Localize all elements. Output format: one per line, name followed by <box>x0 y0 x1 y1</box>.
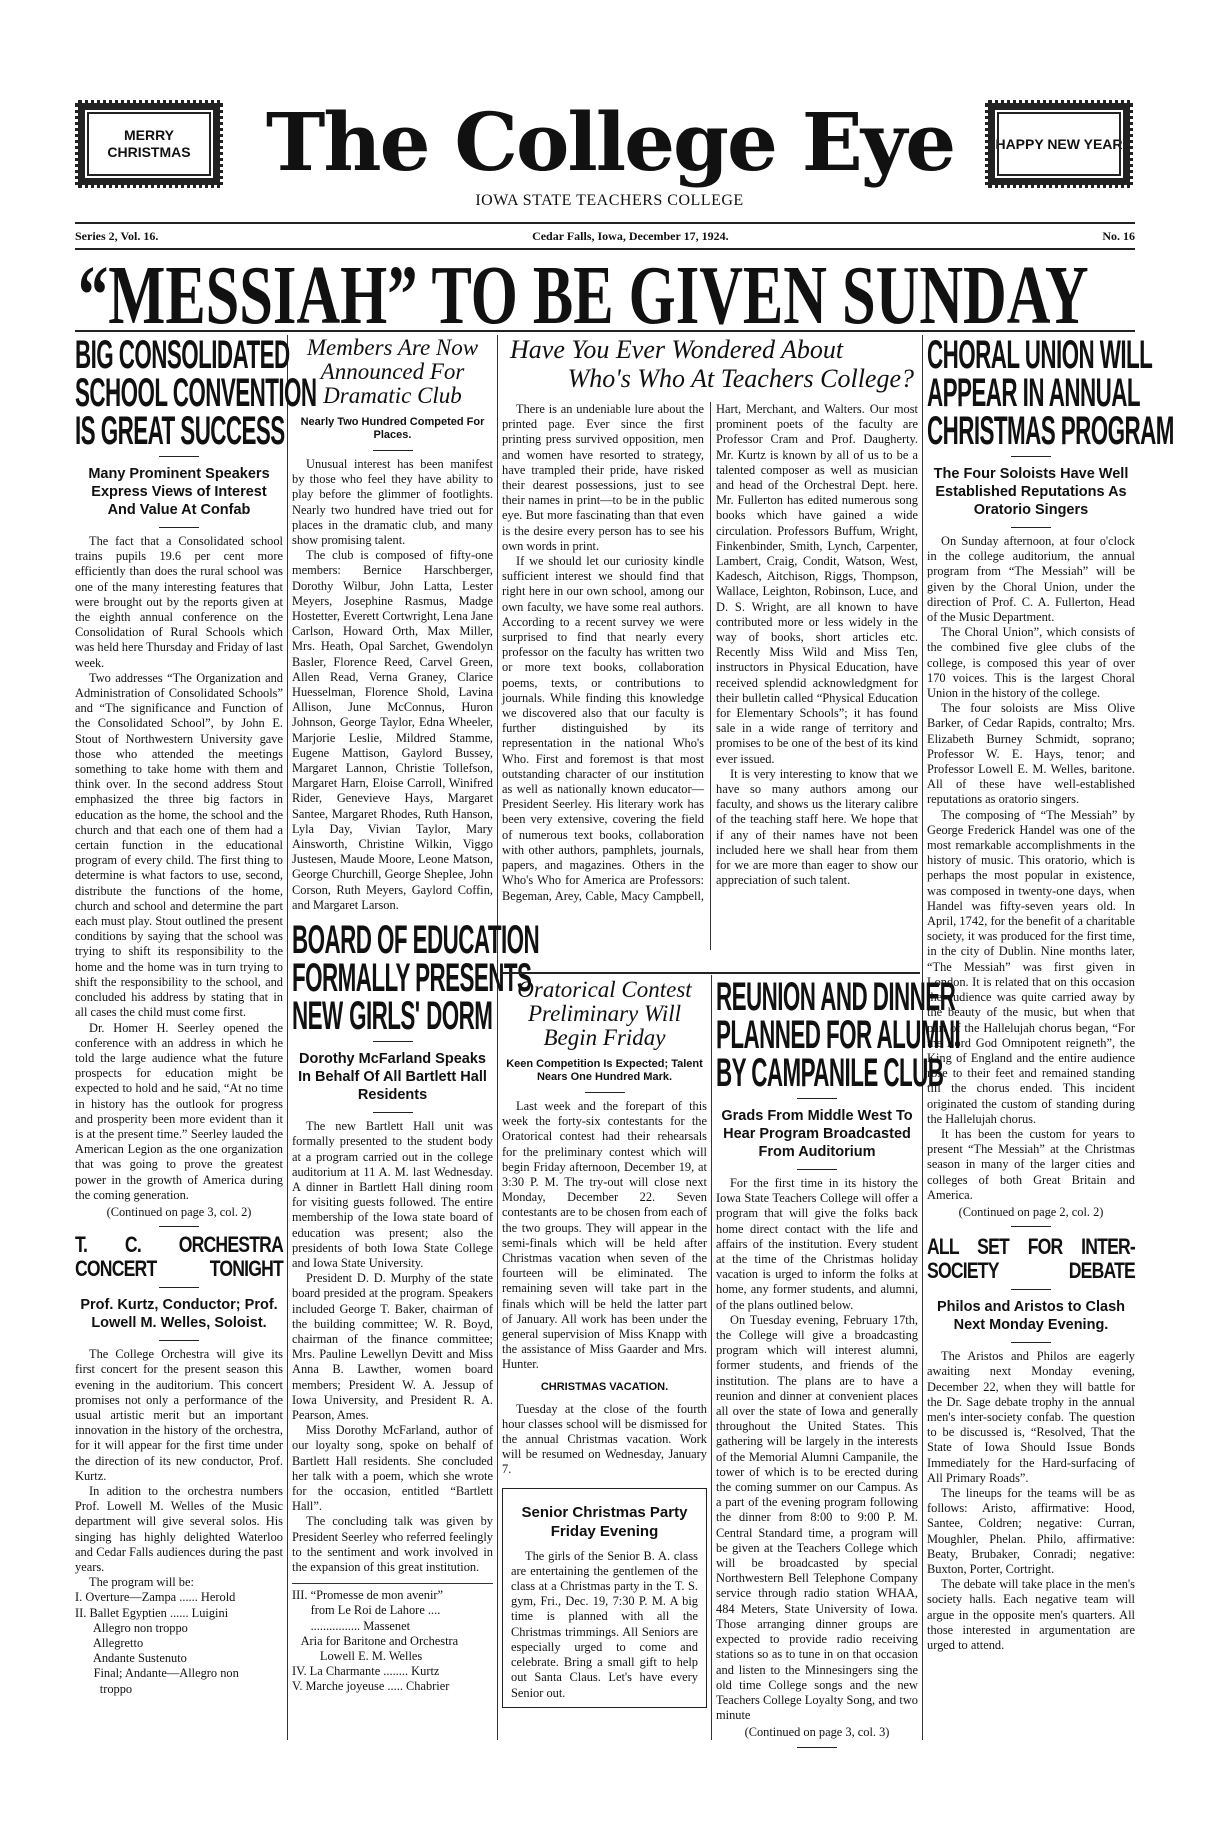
paragraph: The girls of the Senior B. A. class are entertaining the gentlemen of the class at a Christmas party in the T. S. gym, Fri., Dec. 19, 7:30 P. M. A big time is planned with all the Christmas trimmings. All Seniors are especially urged to come and celebrate. Bring a small gift to help out Santa Claus. Let's have every Senior out. <box>511 1548 698 1700</box>
divider <box>292 1583 493 1584</box>
program-item: troppo <box>75 1681 133 1696</box>
subheadline: Philos and Aristos to Clash Next Monday Evening. <box>937 1299 1125 1334</box>
subheadline: Many Prominent Speakers Express Views of Interest And Value At Confab <box>88 466 270 518</box>
headline-line: SCHOOL CONVENTION <box>75 371 317 415</box>
subheadline: Keen Competition Is Expected; Talent Nears One Hundred Mark. <box>506 1058 703 1083</box>
headline-line: NEW GIRLS' DORM <box>292 994 493 1039</box>
paragraph: The Aristos and Philos are eagerly awaiting next Monday evening, December 22, when they will battle for the Dr. Sage debate trophy in the annual men's inter-society confab. The question to be discussed is, “Resolved, That the State of Iowa Should Issue Bonds Immediately for the Hard-surfacing of All Primary Roads”. <box>927 1349 1135 1485</box>
headline-line: CONCERT TONIGHT <box>75 1256 283 1282</box>
headline-line: CHORAL UNION WILL <box>927 333 1153 377</box>
headline: CHRISTMAS VACATION. <box>540 1380 669 1393</box>
divider <box>75 222 1135 224</box>
subheadline: Nearly Two Hundred Competed For Places. <box>300 416 485 441</box>
headline: Oratorical Contest Preliminary Will Begin Friday <box>517 977 692 1050</box>
divider <box>1011 1289 1051 1290</box>
issue-number: No. 16 <box>1102 229 1135 243</box>
paragraph: The College Orchestra will give its first concert for the present season this evening in the auditorium. This concert promises not only a performance of the usual artistic merit but an important innovation in the history of the orchestra, for it will appear for the first time under the direction of its new conductor, Prof. Kurtz. <box>75 1347 283 1483</box>
program-list <box>292 1588 493 1694</box>
divider <box>1011 456 1051 457</box>
article-oratorical <box>502 978 707 1373</box>
paragraph: If we should let our curiosity kindle sufficient interest we should find that right here in our own school, among our own faculty, we have some real authors. According to a recent survey we were surprised to find that nearly every professor on the faculty has written two or more text books, collaboration poems, texts, or contributions to journals. While finding this knowledge we discovered also that our faculty is further distinguished by its representation in the national Who's Who. First and foremost is that most outstanding character of our institution as well as nationally known educator—President Seerley. His literary work has been very extensive, covering the field of numerous text books, collaboration with other authors, pamphlets, journals, papers, and magazines. Others in the Who's Who for America are Professors: Begeman, Arey, Cable, Macy Campbell, Hart, Merchant, and Walters. Our most prominent poets of the faculty are Professor Cram and Prof. Daugherty. Mr. Kurtz is known by all of us to be a talented composer as well as musician and head of the Orchestral Dept. here. Mr. Fullerton has edited numerous song books which have gained a wide circulation. Professors Buffum, Wright, Finkenbinder, Smith, Lynch, Carpenter, Lambert, Craig, Condit, Watson, West, Kadesch, Aitchison, Riggs, Thompson, Wallace, Leighton, Robinson, Luce, and D. S. Wright, are all known to have contributed more or less widely in the way of books, short articles etc. Recently Miss Wild and Miss Ten, instructors in Physical Education, have received splendid acknowledgment for their bulletin called “Physical Education for Elementary Schools”; it has found sale in a wide range of territory and promises to be one of the best of its kind ever issued. <box>502 402 918 903</box>
headline: Senior Christmas Party Friday Evening <box>521 1503 688 1540</box>
headline-line-2: Who's Who At Teachers College? <box>567 364 914 393</box>
orchestra-program-continued <box>292 1588 493 1694</box>
column-3 <box>502 978 707 1708</box>
headline <box>927 1235 1135 1283</box>
paragraph: The fact that a Consolidated school trains pupils 19.6 per cent more efficiently than does the rural school was one of the many interesting features that were brought out by the reports given at the eighth annual conference on the Consolidation of Rural Schools which was held here Thursday and Friday of last week. <box>75 534 283 670</box>
continued-note: (Continued on page 3, col. 3) <box>744 1725 890 1740</box>
paragraph: Two addresses “The Organization and Administration of Consolidated Schools” and “The significance and Function of the Consolidated School”, by John E. Stout of Northwestern University gave those who attended the meetings something to take home with them and think over. In the second address Stout emphasized the three big factors in education as the home, the school and the church and that each one of them had a certain function in the educational program of every child. The first thing to determine is what factors to use, second, distribute the functions of the home, church and school and determine the part each must play. Stout outlined the present conditions by saying that the school was trying to shift its responsibility to the home and the home was in turn trying to shift the responsibility to the school, and concluded his address by stating that in all cases the child must come first. <box>75 670 283 1020</box>
divider <box>797 1747 837 1748</box>
program-item: from Le Roi de Lahore .... <box>292 1603 441 1618</box>
subheadline: The Four Soloists Have Well Established Reputations As Oratorio Singers <box>933 466 1129 518</box>
headline <box>927 333 1174 453</box>
program-item: I. Overture—Zampa ...... Herold <box>75 1590 236 1605</box>
paragraph: There is an undeniable lure about the printed page. Ever since the first printing press survived opposition, men and women have resorted to strategy, have trampled their pride, have risked their dearest possessions, just to see their names in print—to be in the public eye. But more fascinating than that even is the desire every person has to see his own words in print. <box>502 402 704 553</box>
column-5 <box>927 333 1174 1653</box>
subheadline: Grads From Middle West To Hear Program Broadcasted From Auditorium <box>721 1108 913 1160</box>
merry-christmas-box <box>75 100 223 188</box>
paragraph: Tuesday at the close of the fourth hour classes school will be dismissed for the annual Christmas vacation. Work will be resumed on Wednesday, January 7. <box>502 1401 707 1477</box>
article-body <box>502 402 918 950</box>
paragraph: President D. D. Murphy of the state board presided at the program. Speakers included George T. Baker, chairman of the building committee; W. R. Boyd, chairman of the finance committee; Mrs. Pauline Lewellyn Devitt and Miss Anna B. Lawther, women board members; President W. A. Jessup of Iowa University, and President R. A. Pearson, Ames. <box>292 1271 493 1422</box>
article-convention <box>75 333 317 1227</box>
headline-line: REUNION AND DINNER <box>716 975 956 1019</box>
dateline: Cedar Falls, Iowa, December 17, 1924. <box>532 229 729 243</box>
program-item: Allegro non troppo <box>75 1620 188 1635</box>
paragraph: The new Bartlett Hall unit was formally presented to the student body at a program carried out in the college auditorium at 11 A. M. last Wednesday. A dinner in Bartlett Hall dining room for visiting guests followed. The entire membership of the Iowa state board of education was present; also the presidents of both Iowa State College and Iowa State University. <box>292 1119 493 1270</box>
divider <box>159 456 199 457</box>
paragraph: The four soloists are Miss Olive Barker, of Cedar Rapids, contralto; Mrs. Elizabeth Burney Schmidt, soprano; Professor W. E. Hays, tenor; and Professor Lowell E. M. Welles, baritone. All of these have well-established reputations as oratorio singers. <box>927 701 1135 807</box>
paragraph: On Tuesday evening, February 17th, the College will give a broadcasting program which will interest alumni, former students, and friends of the institution. The plans are to have a reunion and dinner at convenient places all over the state of Iowa and generally throughout the United States. This gathering will be largely in the interests of the Memorial Alumni Campanile, the tower of which is to be erected during the coming summer on our Campus. As a part of the evening program following the dinner from 8:00 to 9:00 P. M. Central Standard time, a program will be given at the Teachers College which will be broadcasted by special Northwestern Bell Telephone Company service through radio station WHAA, 484 Meters, State University of Iowa. Those arranging dinner groups are expected to provide radio receiving stations so as to tune in on that occasion and listen to the Minnesingers sing the old time College songs and the new Teachers College Loyalty Song, and two minute <box>716 1312 918 1723</box>
divider <box>1011 1226 1051 1227</box>
headline-line: ALL SET FOR INTER- <box>927 1234 1135 1260</box>
divider <box>585 1092 625 1093</box>
program-item: III. “Promesse de mon avenir” <box>292 1588 444 1603</box>
subheadline: Dorothy McFarland Speaks In Behalf Of All Bartlett Hall Residents <box>298 1051 487 1104</box>
newspaper-title: The College Eye <box>265 95 955 189</box>
paragraph: Unusual interest has been manifest by those who feel they have ability to play before the glimmer of footlights. Nearly two hundred have tried out for places in the dramatic club, and many show promising talent. <box>292 457 493 548</box>
program-item: IV. La Charmante ........ Kurtz <box>292 1664 440 1679</box>
headline-line: BIG CONSOLIDATED <box>75 333 290 377</box>
divider <box>797 1098 837 1099</box>
program-item: Allegretto <box>75 1636 144 1650</box>
program-item: Andante Sustenuto <box>75 1651 187 1666</box>
headline <box>716 975 961 1095</box>
article-dramatic-club <box>292 336 493 913</box>
column-2 <box>292 335 540 1695</box>
paragraph: The program will be: <box>89 1575 194 1590</box>
column-rule <box>287 335 288 1740</box>
headline-line: T. C. ORCHESTRA <box>75 1232 283 1258</box>
column-rule <box>711 975 712 1740</box>
divider <box>373 1041 413 1042</box>
headline-line: SOCIETY DEBATE <box>927 1258 1135 1284</box>
divider <box>500 972 920 974</box>
paragraph: Miss Dorothy McFarland, author of our loyalty song, spoke on behalf of Bartlett Hall residents. She concluded her talk with a poem, which she wrote for the occasion, entitled “Bartlett Hall”. <box>292 1423 493 1514</box>
article-girls-dorm <box>292 918 540 1575</box>
article-reunion <box>716 975 961 1748</box>
headline-line: BOARD OF EDUCATION <box>292 918 540 963</box>
paragraph: In adition to the orchestra numbers Prof. Lowell M. Welles of the Music department will give several solos. His singing has highly delighted Waterloo and Cedar Falls audiences during the past years. <box>75 1483 283 1574</box>
banner-headline: “MESSIAH” TO BE GIVEN SUNDAY <box>78 249 1089 342</box>
divider <box>373 1112 413 1113</box>
column-rule <box>497 335 498 1740</box>
happy-new-year-box <box>985 100 1133 188</box>
merry-christmas-text: MERRY CHRISTMAS <box>107 127 191 160</box>
column-1 <box>75 333 317 1697</box>
program-item: Lowell E. M. Welles <box>292 1649 423 1663</box>
paragraph: It is very interesting to know that we have so many authors among our faculty, and shows us the literary calibre of the teaching staff here. We hope that if any of their names have not been included here we shall hear from them for we are more than eager to show our appreciation of such talent. <box>716 766 918 888</box>
continued-note: (Continued on page 3, col. 2) <box>106 1204 252 1219</box>
headline-line: PLANNED FOR ALUMNI <box>716 1013 961 1057</box>
paragraph: For the first time in its history the Iowa State Teachers College will offer a program that will give the folks back home direct contact with the life and affairs of the institution. Every student at the time of the Christmas holiday vacation is urged to inform the folks at home, any former students, and alumni, of the plans outlined below. <box>716 1176 918 1312</box>
headline-line-1: Have You Ever Wondered About <box>510 335 844 364</box>
paragraph: The Choral Union”, which consists of the combined five glee clubs of the college, is composed this year of over 170 voices. This is the largest Choral Union in the history of the college. <box>927 625 1135 701</box>
paragraph: Last week and the forepart of this week the forty-six contestants for the Oratorical contest had their rehearsals for the preliminary contest which will begin Friday afternoon, December 19, at 3:30 P. M. The try-out will close next Monday, December 22. Seven contestants are to be chosen from each of the two groups. They will appear in the semi-finals which will be held after Christmas vacation when seven of the fourteen will be eliminated. The remaining seven will take part in the finals which will be held the latter part of January. All work has been under the general supervision of Miss Knapp with the assistance of Miss Gaarder and Mrs. Hunter. <box>502 1099 707 1372</box>
paragraph: It has been the custom for years to present “The Messiah” at the Christmas season in many of the larger cities and colleges of both Great Britain and America. <box>927 1126 1135 1202</box>
issue-info-bar <box>75 229 1135 244</box>
headline <box>75 333 317 453</box>
divider <box>159 1340 199 1341</box>
paragraph: The debate will take place in the men's society halls. Each negative team will argue in the opposite men's quarters. All those interested in argumentation are urged to attend. <box>927 1577 1135 1652</box>
program-item: II. Ballet Egyptien ...... Luigini <box>75 1605 229 1620</box>
article-orchestra <box>75 1233 283 1697</box>
paragraph: The lineups for the teams will be as follows: Aristo, affirmative: Hood, Santee, Coldren; negative: Curran, Moughler, Phelan. Philo, affirmative: Beaty, Brubaker, Conradi; negative: Buxton, Porter, Cortright. <box>927 1485 1135 1576</box>
article-senior-party <box>502 1488 707 1708</box>
program-item: Final; Andante—Allegro non <box>75 1666 239 1681</box>
headline: Members Are Now Announced For Dramatic Club <box>306 335 479 408</box>
program-item: Aria for Baritone and Orchestra <box>292 1633 459 1648</box>
headline-line: CHRISTMAS PROGRAM <box>927 409 1174 453</box>
article-debate <box>927 1235 1135 1653</box>
subheadline: Prof. Kurtz, Conductor; Prof. Lowell M. Welles, Soloist. <box>80 1297 278 1332</box>
article-whos-who <box>502 336 918 950</box>
column-4 <box>716 975 961 1754</box>
headline <box>75 1233 283 1281</box>
divider <box>1011 1342 1051 1343</box>
divider <box>1011 527 1051 528</box>
paragraph: The concluding talk was given by President Seerley who referred feelingly to the sentiment and work involved in the expansion of this great institution. <box>292 1514 493 1574</box>
series-volume: Series 2, Vol. 16. <box>75 229 159 243</box>
program-list <box>75 1590 283 1696</box>
happy-new-year-text: HAPPY NEW YEAR <box>995 135 1123 152</box>
article-choral-union <box>927 333 1174 1227</box>
paragraph: The club is composed of fifty-one members: Bernice Harschberger, Dorothy Wilbur, John Latta, Lester Meyers, Josephine Rasmus, Madge Hostetter, Everett Cortwright, Lena Jane Carlson, Howard Orth, Max Miller, Mrs. Heath, Opal Sarchet, Gwendolyn Basler, Florence Reed, Carvel Green, Allen Read, Verna Graney, Clarice Huesselman, Florence Shold, Lavina Allison, June McConnus, Huron Johnson, George Taylor, Edna Wheeler, Marjorie Leslie, Mildred Stamme, Eugene Mattison, Gaylord Bussey, Margaret Lannon, Christie Tollefson, Margaret Harn, Eloise Carroll, Winifred Rider, Genevieve Hays, Margaret Santee, Margaret Rhodes, Ruth Hanson, Lyla Day, Vivian Taylor, Mary Ainsworth, Christine Wilkin, Viggo Justesen, Maude Moore, Leone Matson, George Churchill, George Sheplee, John Corson, Ruth Meyers, Gaylord Coffin, and Margaret Larson. <box>292 548 493 912</box>
divider <box>797 1169 837 1170</box>
headline-line: BY CAMPANILE CLUB <box>716 1051 944 1095</box>
program-item: V. Marche joyeuse ..... Chabrier <box>292 1679 450 1694</box>
divider <box>159 1226 199 1227</box>
divider <box>373 450 413 451</box>
paragraph: On Sunday afternoon, at four o'clock in the college auditorium, the annual program from “The Messiah” will be given by the Choral Union, under the direction of Prof. C. A. Fullerton, Head of the Music Department. <box>927 534 1135 625</box>
headline-line: APPEAR IN ANNUAL <box>927 371 1140 415</box>
paragraph: Dr. Homer H. Seerley opened the conference with an address in which he told the large audience what the future prospects for education might be expected to hold and he said, “At no time in history has the outlook for progress and prosperity been more evident than it is at the present time.” Seerley lauded the American Legion as the one organization that was going to prove the greatest power in the growth of America during the coming generation. <box>75 1020 283 1202</box>
paragraph: The composing of “The Messiah” by George Frederick Handel was one of the most remarkable accomplishments in the history of music. This oratorio, which is perhaps the most popular in existence, was composed in twenty-one days, when Handel was fifty-seven years old. In April, 1742, for the benefit of a charitable society, it was produced for the first time, in the city of Dublin. Nine months later, “The Messiah” was first given in London. It is related that on this occasion the audience was quite carried away by the beauty of the music, but when that part of the Hallelujah chorus began, “For the Lord God Omnipotent reigneth”, the King of England and the entire audience rose to their feet and remained standing till the chorus ended. This incident originated the custom of standing during the Hallelujah chorus. <box>927 807 1135 1126</box>
headline <box>292 918 540 1039</box>
continued-note: (Continued on page 2, col. 2) <box>958 1204 1104 1219</box>
headline-line: IS GREAT SUCCESS <box>75 409 285 453</box>
divider <box>75 330 1135 332</box>
divider <box>159 1287 199 1288</box>
newspaper-subtitle: IOWA STATE TEACHERS COLLEGE <box>475 192 744 209</box>
headline-line: FORMALLY PRESENTS <box>292 956 532 1001</box>
article-vacation <box>502 1381 707 1478</box>
divider <box>159 527 199 528</box>
program-item: ................ Massenet <box>292 1618 411 1633</box>
